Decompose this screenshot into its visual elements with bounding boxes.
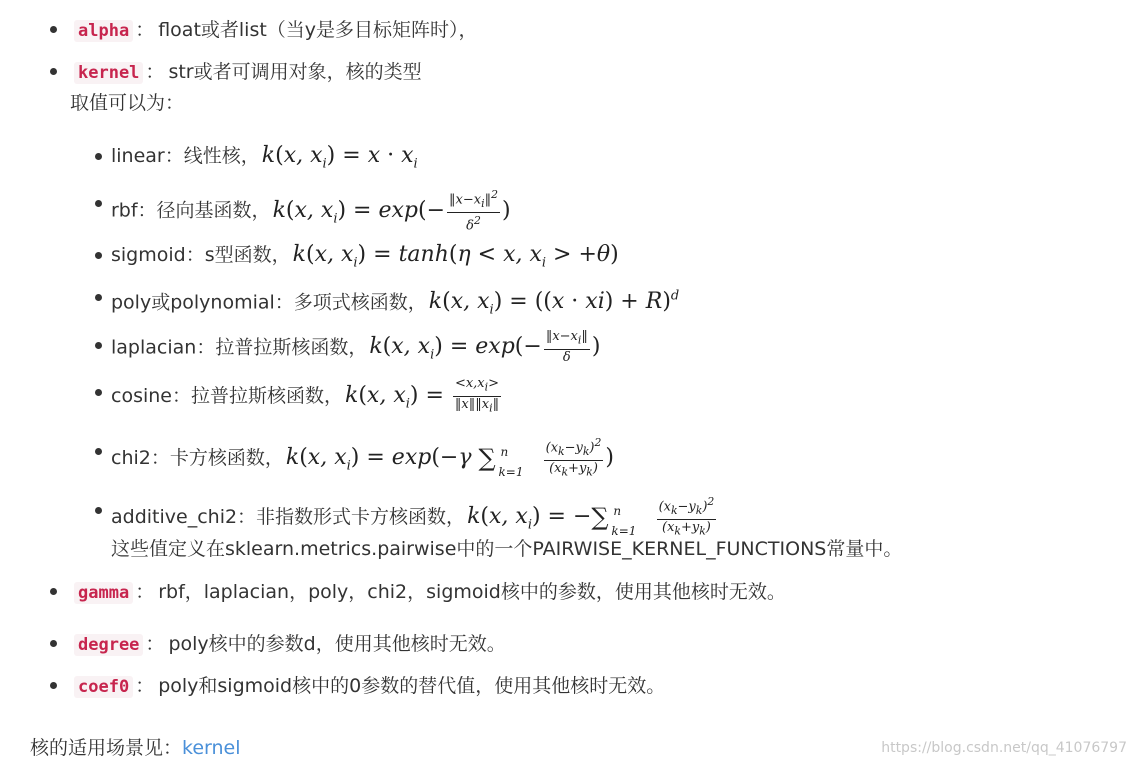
bullet [50, 26, 57, 33]
formula-sigmoid: k(x, $x_i) = \tanh(\eta < x$, $x_i > +\theta$) [292, 242, 619, 271]
kernel-link[interactable]: kernel [182, 737, 241, 759]
formula-linear: k(x, $x_i) = x \cdot x_i$ [261, 143, 418, 172]
footer-text: 核的适用场景见： [30, 737, 183, 759]
param-name-code: gamma [74, 582, 133, 604]
bullet [50, 588, 57, 595]
bullet [95, 200, 102, 207]
kernel-option-label: sigmoid：s型函数， [111, 244, 291, 266]
param-name-code: kernel [74, 62, 143, 84]
param-name-code: degree [74, 634, 143, 656]
formula-rbf: k(x, $x_i) = \exp(-$ $\frac{‖x-x_i‖^2}{\delta^2}$ ) [272, 188, 511, 234]
param-description: poly核中的参数d，使用其他核时无效。 [168, 633, 506, 655]
bullet [95, 153, 102, 160]
formula-cosine: k(x, $x_i$) = $\frac{<x,x_i>}{‖x‖‖x_i‖}$ [344, 376, 500, 415]
formula-laplacian: k(x, $x_i) = \exp(-$ $\frac{‖x-x_i‖}{\delta}$ ) [369, 329, 601, 365]
bullet [95, 342, 102, 349]
param-description: float或者list（当y是多目标矩阵时）， [158, 19, 478, 41]
formula-poly: k(x, $x_i) = ((x \cdot xi) + R)^d$ [428, 289, 680, 318]
separator: ： [135, 581, 155, 603]
kernel-option-label: rbf：径向基函数， [111, 199, 271, 222]
kernel-option-label: chi2：卡方核函数， [111, 446, 284, 469]
bullet [95, 389, 102, 396]
param-description: str或者可调用对象，核的类型 [168, 61, 422, 83]
kernel-scenarios-line [30, 735, 241, 761]
formula-chi2: k(x, $x_i) = \exp(-\gamma$ ∑ n k=1 $\frac{(x_k-y_k)^2}{(x_k+y_k)}$ ) [285, 436, 614, 479]
param-description: rbf，laplacian，poly，chi2，sigmoid核中的参数，使用其他核时无效。 [158, 581, 786, 603]
param-name-code: alpha [74, 20, 133, 42]
kernel-option-label: laplacian：拉普拉斯核函数， [111, 336, 368, 359]
separator: ： [145, 633, 165, 655]
kernel-option-label: additive_chi2：非指数形式卡方核函数， [111, 505, 466, 528]
kernel-constants-note: 这些值定义在sklearn.metrics.pairwise中的一个PAIRWISE_KERNEL_FUNCTIONS常量中。 [111, 538, 903, 560]
bullet [95, 507, 102, 514]
param-name-code: coef0 [74, 676, 133, 698]
kernel-values-intro: 取值可以为： [70, 92, 185, 114]
bullet [50, 640, 57, 647]
bullet [95, 252, 102, 259]
formula-additive-chi2: k(x, $x_i$) = −∑ n k=1 $\frac{(x_k-y_k)^2}{(x_k+y_k)}$ [467, 495, 715, 538]
separator: ： [145, 61, 165, 83]
blog-watermark: https://blog.csdn.net/qq_41076797 [881, 740, 1127, 756]
param-description: poly和sigmoid核中的0参数的替代值，使用其他核时无效。 [158, 675, 666, 697]
kernel-option-label: linear：线性核， [111, 145, 260, 167]
kernel-option-label: cosine：拉普拉斯核函数， [111, 385, 343, 408]
bullet [95, 294, 102, 301]
bullet [50, 682, 57, 689]
separator: ： [135, 19, 155, 41]
kernel-option-label: poly或polynomial：多项式核函数， [111, 291, 427, 314]
bullet [50, 68, 57, 75]
separator: ： [135, 675, 155, 697]
bullet [95, 448, 102, 455]
